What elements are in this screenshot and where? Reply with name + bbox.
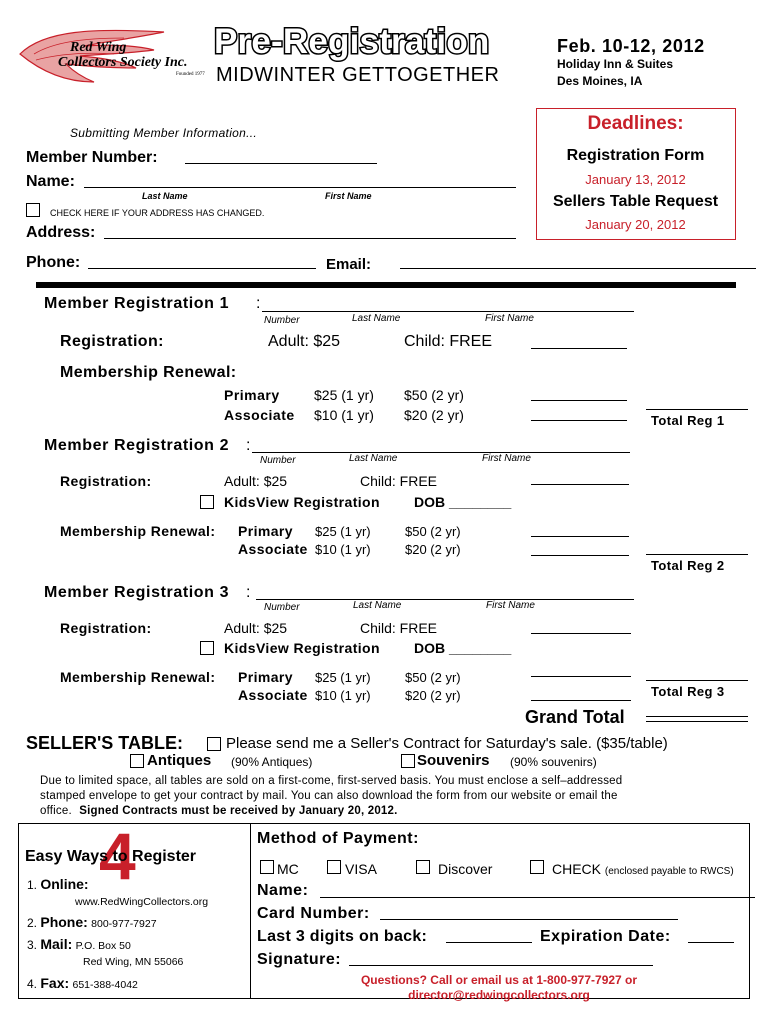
reg1-child-option: Child: FREE <box>404 333 493 350</box>
logo-founded: Founded 1977 <box>176 72 205 77</box>
address-changed-label: CHECK HERE IF YOUR ADDRESS HAS CHANGED. <box>50 208 265 218</box>
deadlines-title: Deadlines: <box>587 113 684 134</box>
souvenirs-label: Souvenirs <box>417 752 490 769</box>
member-info-heading: Submitting Member Information... <box>70 126 258 140</box>
payment-box <box>250 823 750 1002</box>
mail-value: P.O. Box 50 <box>75 940 131 952</box>
event-dates: Feb. 10-12, 2012 <box>557 36 705 56</box>
reg2-name-field[interactable] <box>252 452 630 453</box>
card-name-label: Name: <box>257 882 309 899</box>
reg1-last-name-caption: Last Name <box>352 313 401 324</box>
card-name-field[interactable] <box>320 897 755 898</box>
member-number-field[interactable] <box>185 163 377 164</box>
questions-text: Questions? Call or email us at 1-800-977-7927 or <box>360 973 638 987</box>
reg1-heading: Member Registration 1 <box>44 295 230 312</box>
reg2-first-name-caption: First Name <box>482 453 531 464</box>
reg1-colon: : <box>256 295 261 312</box>
reg3-primary-amount[interactable] <box>531 676 631 677</box>
reg3-first-name-caption: First Name <box>486 600 535 611</box>
reg2-adult-option: Adult: $25 <box>224 473 288 489</box>
reg1-registration-label: Registration: <box>60 333 164 350</box>
reg3-registration-amount[interactable] <box>531 633 631 634</box>
expiration-label: Expiration Date: <box>540 928 671 945</box>
deadline-seller-label: Sellers Table Request <box>552 193 719 210</box>
reg1-adult-option: Adult: $25 <box>268 333 341 350</box>
antiques-label: Antiques <box>147 752 212 769</box>
reg2-primary-2yr: $50 (2 yr) <box>405 524 461 539</box>
page-subtitle: MIDWINTER GETTOGETHER <box>216 64 500 86</box>
easy-ways-number: 4 <box>99 819 136 893</box>
reg2-associate-label: Associate <box>238 541 308 557</box>
signature-field[interactable] <box>349 965 653 966</box>
reg3-registration-label: Registration: <box>60 620 152 636</box>
reg3-kidsview-checkbox[interactable] <box>200 641 214 655</box>
phone-item <box>27 914 157 930</box>
reg2-associate-1yr: $10 (1 yr) <box>315 542 371 557</box>
discover-checkbox[interactable] <box>416 860 430 874</box>
signature-label: Signature: <box>257 951 342 968</box>
reg3-associate-label: Associate <box>238 687 308 703</box>
card-number-label: Card Number: <box>257 905 370 922</box>
last3-field[interactable] <box>446 942 532 943</box>
reg2-last-name-caption: Last Name <box>349 453 398 464</box>
mail-way-label: Mail: <box>40 936 73 952</box>
reg1-renewal-label: Membership Renewal: <box>60 364 237 381</box>
last3-label: Last 3 digits on back: <box>257 928 428 945</box>
reg3-heading: Member Registration 3 <box>44 584 230 601</box>
reg3-kidsview-label: KidsView Registration <box>224 640 380 656</box>
reg3-adult-option: Adult: $25 <box>224 620 288 636</box>
seller-notice-deadline: Signed Contracts must be received by January 20, 2012. <box>79 805 398 817</box>
logo <box>14 24 214 88</box>
reg2-total-field[interactable] <box>646 554 748 555</box>
mail-city: Red Wing, MN 55066 <box>83 956 184 968</box>
reg1-primary-amount[interactable] <box>531 400 627 401</box>
first-name-caption: First Name <box>325 191 372 201</box>
reg3-total-field[interactable] <box>646 680 748 681</box>
visa-checkbox[interactable] <box>327 860 341 874</box>
name-field[interactable] <box>84 187 516 188</box>
reg2-dob-field[interactable]: DOB ________ <box>414 494 512 510</box>
email-field[interactable] <box>400 268 756 269</box>
payment-title: Method of Payment: <box>257 830 419 847</box>
reg3-associate-2yr: $20 (2 yr) <box>405 688 461 703</box>
reg2-number-caption: Number <box>260 455 296 466</box>
fax-item <box>27 975 138 991</box>
reg1-total-label: Total Reg 1 <box>651 413 725 428</box>
seller-notice-office: office. <box>40 805 72 817</box>
member-number-label: Member Number: <box>26 149 158 166</box>
reg2-associate-2yr: $20 (2 yr) <box>405 542 461 557</box>
reg1-name-field[interactable] <box>262 311 634 312</box>
reg3-primary-label: Primary <box>238 669 293 685</box>
card-number-field[interactable] <box>380 919 678 920</box>
seller-table-label: SELLER'S TABLE: <box>26 733 183 753</box>
reg2-primary-label: Primary <box>238 523 293 539</box>
mail-number-index: 3. <box>27 938 38 952</box>
check-checkbox[interactable] <box>530 860 544 874</box>
website-link[interactable]: www.RedWingCollectors.org <box>75 896 209 908</box>
reg1-primary-1yr: $25 (1 yr) <box>314 387 374 403</box>
section-divider <box>36 282 736 288</box>
reg1-first-name-caption: First Name <box>485 313 534 324</box>
reg2-associate-amount[interactable] <box>531 555 629 556</box>
reg2-heading: Member Registration 2 <box>44 437 230 454</box>
reg1-primary-label: Primary <box>224 387 280 403</box>
reg2-renewal-label: Membership Renewal: <box>60 523 216 539</box>
address-changed-checkbox[interactable] <box>26 203 40 217</box>
reg1-associate-2yr: $20 (2 yr) <box>404 407 464 423</box>
email-label: Email: <box>326 256 372 273</box>
reg3-number-caption: Number <box>264 602 300 613</box>
discover-label: Discover <box>438 861 493 877</box>
souvenirs-note: (90% souvenirs) <box>510 755 597 769</box>
reg3-child-option: Child: FREE <box>360 620 438 636</box>
reg3-primary-1yr: $25 (1 yr) <box>315 670 371 685</box>
reg2-registration-amount[interactable] <box>531 484 629 485</box>
seller-notice-line1: Due to limited space, all tables are sold on a first-come, first-served basis. You must enclose a self–addressed <box>40 775 623 787</box>
expiration-field[interactable] <box>688 942 734 943</box>
reg3-colon: : <box>246 584 251 601</box>
phone-way-label: Phone: <box>40 914 88 930</box>
check-note: (enclosed payable to RWCS) <box>604 866 734 877</box>
online-number: 1. <box>27 878 38 892</box>
reg2-total-label: Total Reg 2 <box>651 558 725 573</box>
reg2-child-option: Child: FREE <box>360 473 438 489</box>
seller-contract-label: Please send me a Seller's Contract for Saturday's sale. ($35/table) <box>226 735 668 752</box>
antiques-note: (90% Antiques) <box>231 755 313 769</box>
phone-label: Phone: <box>26 254 81 271</box>
online-label: Online: <box>40 876 89 892</box>
antiques-checkbox[interactable] <box>130 754 144 768</box>
reg3-associate-1yr: $10 (1 yr) <box>315 688 371 703</box>
reg2-primary-amount[interactable] <box>531 536 629 537</box>
seller-contract-checkbox[interactable] <box>207 737 221 751</box>
mail-item <box>27 936 131 952</box>
reg1-number-caption: Number <box>264 315 300 326</box>
reg1-associate-label: Associate <box>224 407 295 423</box>
reg2-colon: : <box>246 437 251 454</box>
easy-ways-box <box>18 819 251 999</box>
deadline-seller-date: January 20, 2012 <box>585 217 686 232</box>
reg3-last-name-caption: Last Name <box>353 600 402 611</box>
reg1-total-field[interactable] <box>646 409 748 410</box>
reg3-associate-amount[interactable] <box>531 700 631 701</box>
easy-ways-title: Easy Ways to Register <box>25 848 197 865</box>
reg3-total-label: Total Reg 3 <box>651 684 725 699</box>
reg2-kidsview-label: KidsView Registration <box>224 494 380 510</box>
reg1-associate-1yr: $10 (1 yr) <box>314 407 374 423</box>
mc-checkbox[interactable] <box>260 860 274 874</box>
reg2-kidsview-checkbox[interactable] <box>200 495 214 509</box>
deadline-registration-date: January 13, 2012 <box>585 172 686 187</box>
reg3-renewal-label: Membership Renewal: <box>60 669 216 685</box>
online-item <box>27 876 89 892</box>
event-city: Des Moines, IA <box>557 74 643 88</box>
reg3-dob-field[interactable]: DOB ________ <box>414 640 512 656</box>
contact-email-link[interactable]: director@redwingcollectors.org <box>408 988 590 1002</box>
phone-number-index: 2. <box>27 916 38 930</box>
grand-total-field[interactable] <box>646 716 748 722</box>
logo-line2: Collectors Society Inc. <box>58 55 188 70</box>
check-text: CHECK <box>552 861 602 877</box>
address-label: Address: <box>26 224 96 241</box>
phone-field[interactable] <box>88 268 316 269</box>
grand-total-label: Grand Total <box>525 707 625 727</box>
fax-way-label: Fax: <box>40 975 70 991</box>
reg3-primary-2yr: $50 (2 yr) <box>405 670 461 685</box>
reg1-associate-amount[interactable] <box>531 420 627 421</box>
reg1-primary-2yr: $50 (2 yr) <box>404 387 464 403</box>
mc-label: MC <box>277 861 299 877</box>
logo-line1: Red Wing <box>70 40 127 55</box>
seller-notice-line2: stamped envelope to get your contract by mail. You can also download the form from our website or email the <box>40 790 618 802</box>
reg2-primary-1yr: $25 (1 yr) <box>315 524 371 539</box>
reg2-registration-label: Registration: <box>60 473 152 489</box>
address-field[interactable] <box>104 238 516 239</box>
page-title: Pre-Registration <box>214 22 490 61</box>
deadline-registration-label: Registration Form <box>566 147 705 164</box>
deadlines-box <box>536 108 736 240</box>
reg1-registration-amount[interactable] <box>531 348 627 349</box>
reg3-name-field[interactable] <box>256 599 634 600</box>
name-label: Name: <box>26 173 75 190</box>
visa-label: VISA <box>345 861 377 877</box>
phone-value: 800-977-7927 <box>91 918 157 930</box>
souvenirs-checkbox[interactable] <box>401 754 415 768</box>
last-name-caption: Last Name <box>142 191 188 201</box>
fax-number-index: 4. <box>27 977 38 991</box>
check-label <box>552 861 734 877</box>
event-venue: Holiday Inn & Suites <box>557 57 674 71</box>
fax-value: 651-388-4042 <box>72 979 138 991</box>
seller-notice-line3 <box>40 805 398 817</box>
